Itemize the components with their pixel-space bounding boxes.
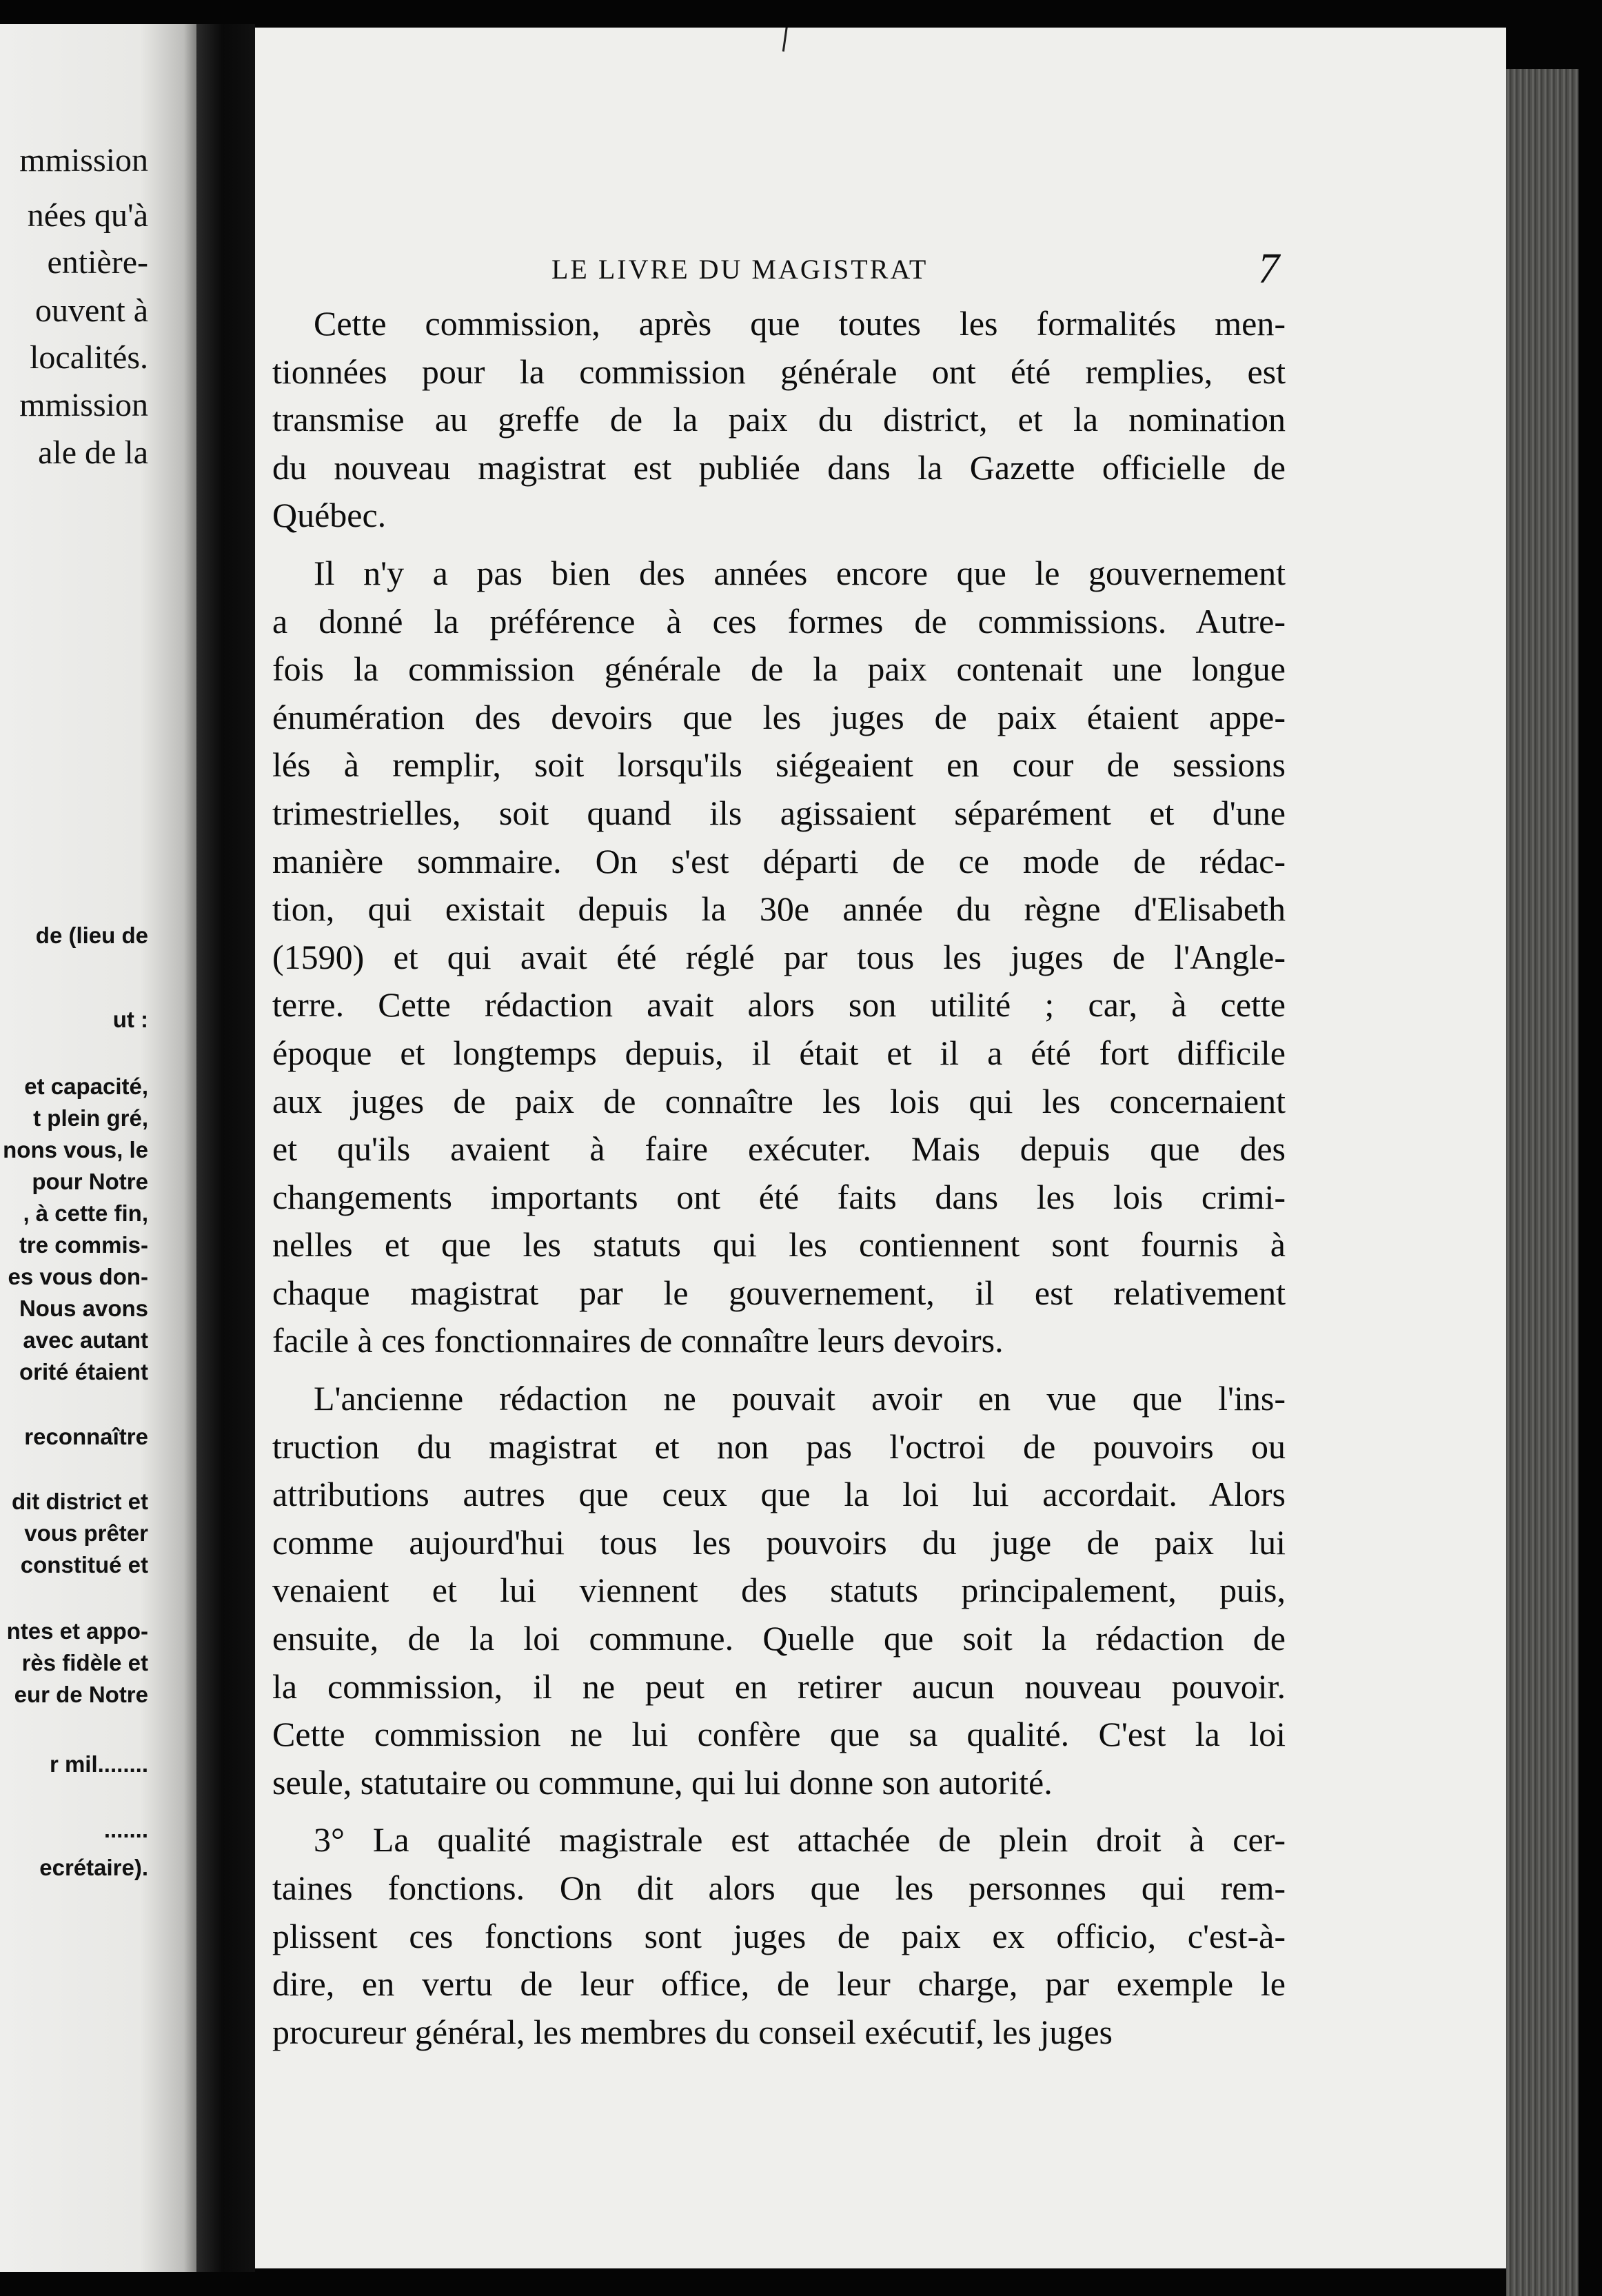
text-line: aux juges de paix de connaître les lois qui les concernaient — [272, 1081, 1286, 1120]
text-line: Cette commission, après que toutes les formalités men- — [314, 304, 1286, 343]
left-line: et capacité, — [24, 1074, 148, 1099]
left-line: r mil........ — [49, 1751, 148, 1777]
left-line: mmission — [19, 142, 148, 179]
left-line: vous prêter — [24, 1520, 148, 1546]
text-line: manière sommaire. On s'est départi de ce mode de rédac- — [272, 841, 1286, 880]
text-line: nelles et que les statuts qui les contiennent sont fournis à — [272, 1225, 1286, 1265]
text-line: terre. Cette rédaction avait alors son utilité ; car, à cette — [272, 985, 1286, 1025]
left-line: nées qu'à — [27, 197, 148, 234]
left-line: mmission — [19, 387, 148, 423]
paragraph-gap — [272, 1365, 1286, 1375]
text-line: seule, statutaire ou commune, qui lui donne son autorité. — [272, 1762, 1053, 1802]
paragraph — [272, 300, 1286, 540]
text-line: venaient et lui viennent des statuts principalement, puis, — [272, 1571, 1286, 1610]
left-page — [0, 24, 200, 2272]
page-number: 7 — [1258, 245, 1279, 292]
left-line: t plein gré, — [33, 1105, 148, 1131]
text-line: L'ancienne rédaction ne pouvait avoir en vue que l'ins- — [314, 1379, 1286, 1418]
text-line: trimestrielles, soit quand ils agissaient séparément et d'une — [272, 793, 1286, 832]
text-line: a donné la préférence à ces formes de commissions. Autre- — [272, 601, 1286, 641]
text-line: facile à ces fonctionnaires de connaître leurs devoirs. — [272, 1321, 1004, 1360]
left-line: tre commis- — [19, 1232, 148, 1258]
scan-mark — [782, 28, 791, 52]
left-line: ale de la — [38, 434, 148, 471]
text-line: changements importants ont été faits dans les lois crimi- — [272, 1177, 1286, 1216]
text-line: dire, en vertu de leur office, de leur charge, par exemple le — [272, 1964, 1286, 2004]
book-gutter — [196, 24, 255, 2272]
text-line: lés à remplir, soit lorsqu'ils siégeaient en cour de sessions — [272, 745, 1286, 785]
left-line: orité étaient — [19, 1359, 148, 1384]
left-line: pour Notre — [32, 1169, 148, 1194]
running-head: LE LIVRE DU MAGISTRAT — [551, 254, 929, 285]
text-line: fois la commission générale de la paix contenait une longue — [272, 649, 1286, 689]
right-page — [255, 28, 1506, 2268]
text-line: la commission, il ne peut en retirer aucun nouveau pouvoir. — [272, 1666, 1286, 1706]
text-line: Québec. — [272, 496, 387, 535]
text-line: Il n'y a pas bien des années encore que le gouvernement — [314, 553, 1286, 592]
text-line: tion, qui existait depuis la 30e année du règne d'Elisabeth — [272, 889, 1286, 929]
text-line: Cette commission ne lui confère que sa qualité. C'est la loi — [272, 1715, 1286, 1754]
left-line: , à cette fin, — [23, 1200, 148, 1226]
page-edge — [1506, 69, 1579, 2296]
left-line: ecrétaire). — [39, 1855, 148, 1880]
text-line: époque et longtemps depuis, il était et il a été fort difficile — [272, 1033, 1286, 1072]
paragraph-gap — [272, 540, 1286, 550]
left-line: Nous avons — [19, 1296, 148, 1321]
left-line: entière- — [47, 244, 148, 281]
paragraph — [272, 1375, 1286, 1806]
text-line: procureur général, les membres du conseil exécutif, les juges — [272, 2012, 1113, 2051]
left-line: dit district et — [11, 1489, 148, 1514]
text-line: transmise au greffe de la paix du district, et la nomination — [272, 400, 1286, 439]
text-line: énumération des devoirs que les juges de paix étaient appe- — [272, 697, 1286, 736]
text-line: taines fonctions. On dit alors que les personnes qui rem- — [272, 1869, 1286, 1907]
text-line: (1590) et qui avait été réglé par tous les juges de l'Angle- — [272, 937, 1286, 976]
left-line: constitué et — [20, 1552, 148, 1578]
text-line: du nouveau magistrat est publiée dans la Gazette officielle de — [272, 447, 1286, 487]
text-line: tionnées pour la commission générale ont été remplies, est — [272, 352, 1286, 391]
text-line: ensuite, de la loi commune. Quelle que soit la rédaction de — [272, 1619, 1286, 1658]
left-line: localités. — [30, 339, 148, 376]
paragraph-gap — [272, 1806, 1286, 1816]
left-line: rès fidèle et — [21, 1650, 148, 1675]
paragraph — [272, 1816, 1286, 2056]
page-header — [255, 224, 1506, 307]
left-line: nons vous, le — [3, 1137, 148, 1162]
body-text — [272, 300, 1286, 2056]
text-line: comme aujourd'hui tous les pouvoirs du juge de paix lui — [272, 1522, 1286, 1562]
left-line: ut : — [112, 1007, 148, 1032]
text-line: 3° La qualité magistrale est attachée de plein droit à cer- — [314, 1820, 1286, 1860]
left-line: eur de Notre — [14, 1682, 148, 1707]
text-line: truction du magistrat et non pas l'octroi de pouvoirs ou — [272, 1427, 1286, 1466]
left-line: avec autant — [23, 1327, 148, 1353]
text-line: et qu'ils avaient à faire exécuter. Mais depuis que des — [272, 1129, 1286, 1169]
left-line: reconnaître — [24, 1424, 148, 1449]
left-line: ....... — [103, 1817, 148, 1842]
text-line: chaque magistrat par le gouvernement, il est relativement — [272, 1273, 1286, 1312]
text-line: plissent ces fonctions sont juges de paix ex officio, c'est-à- — [272, 1916, 1286, 1955]
text-line: attributions autres que ceux que la loi lui accordait. Alors — [272, 1475, 1286, 1514]
left-line: es vous don- — [8, 1264, 148, 1289]
paragraph — [272, 550, 1286, 1365]
left-line: de (lieu de — [35, 923, 148, 948]
left-line: ntes et appo- — [6, 1618, 148, 1644]
left-line: ouvent à — [35, 292, 148, 329]
